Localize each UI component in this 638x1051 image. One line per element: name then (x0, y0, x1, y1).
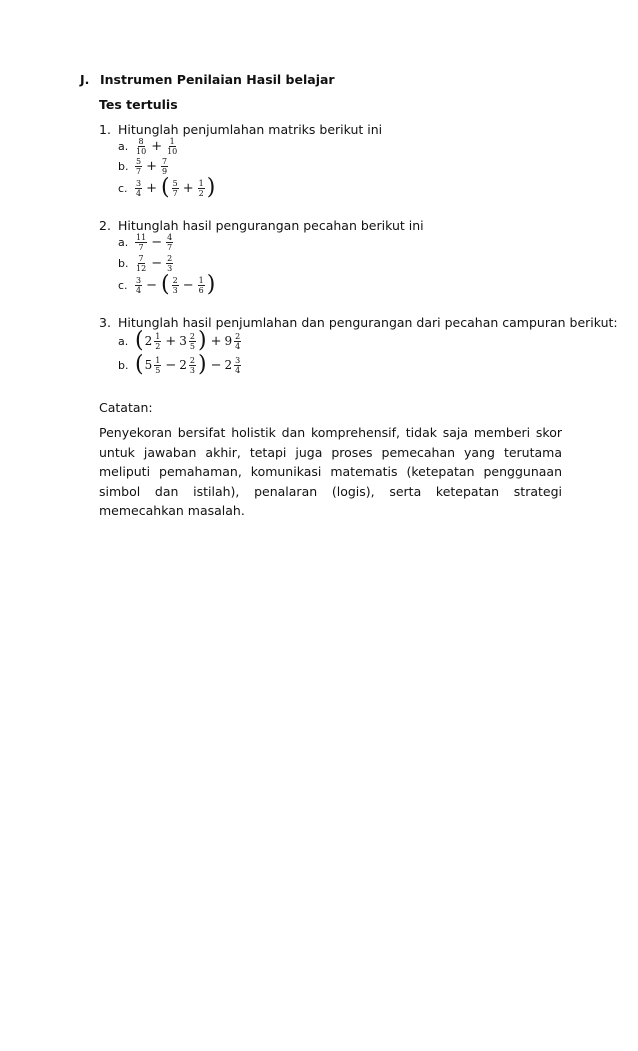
item-label: a. (118, 140, 129, 153)
item-label: a. (118, 236, 129, 249)
math-expression: $\frac{3}{4}$ − ( $\frac{2}{3}$ − $\frac{1}{6}$ ) (136, 272, 216, 297)
question-3 (99, 315, 618, 330)
math-expression: ( 5 $\frac{1}{5}$ − 2 $\frac{2}{3}$ ) − 2 $\frac{3}{4}$ (135, 352, 241, 377)
item-label: b. (118, 160, 129, 173)
question-3-item-b (118, 352, 242, 377)
question-3-item-a (118, 328, 242, 353)
section-subtitle: Tes tertulis (99, 97, 178, 112)
math-expression: $\frac{5}{7}$ + $\frac{7}{9}$ (136, 157, 168, 176)
math-expression: $\frac{3}{4}$ + ( $\frac{5}{7}$ + $\frac{1}{2}$ ) (136, 175, 216, 200)
question-2-item-c (118, 272, 216, 297)
question-number: 3. (99, 315, 111, 330)
question-1-item-a (118, 137, 179, 156)
item-label: a. (118, 334, 129, 348)
item-label: c. (118, 181, 128, 195)
question-1-item-b (118, 157, 169, 176)
section-letter: J. (80, 72, 90, 87)
question-1 (99, 122, 382, 137)
question-number: 1. (99, 122, 111, 137)
section-title: Instrumen Penilaian Hasil belajar (100, 72, 335, 87)
note-label: Catatan: (99, 400, 153, 415)
question-text: Hitunglah hasil pengurangan pecahan berikut ini (118, 218, 424, 233)
section-heading (80, 72, 335, 87)
note-body: Penyekoran bersifat holistik dan komprehensif, tidak saja memberi skor untuk jawaban akhir, tetapi juga proses pemecahan yang terutama meliputi pemahaman, komunikasi matematis (ketepatan penggunaan simbol dan istilah), penalaran (logis), serta ketepatan strategi memecahkan masalah. (99, 425, 562, 518)
question-2 (99, 218, 424, 233)
math-expression: $\frac{7}{12}$ − $\frac{2}{3}$ (136, 254, 173, 273)
question-2-item-a (118, 233, 174, 252)
item-label: b. (118, 257, 129, 270)
item-label: c. (118, 278, 128, 292)
item-label: b. (118, 358, 129, 372)
question-text: Hitunglah hasil penjumlahan dan pengurangan dari pecahan campuran berikut: (118, 315, 618, 330)
question-number: 2. (99, 218, 111, 233)
question-2-item-b (118, 254, 174, 273)
math-expression: $\frac{8}{10}$ + $\frac{1}{10}$ (136, 137, 178, 156)
math-expression: ( 2 $\frac{1}{2}$ + 3 $\frac{2}{5}$ ) + 9 $\frac{2}{4}$ (135, 328, 241, 353)
question-1-item-c (118, 175, 216, 200)
question-text: Hitunglah penjumlahan matriks berikut ini (118, 122, 383, 137)
math-expression: $\frac{11}{7}$ − $\frac{4}{7}$ (136, 233, 173, 252)
